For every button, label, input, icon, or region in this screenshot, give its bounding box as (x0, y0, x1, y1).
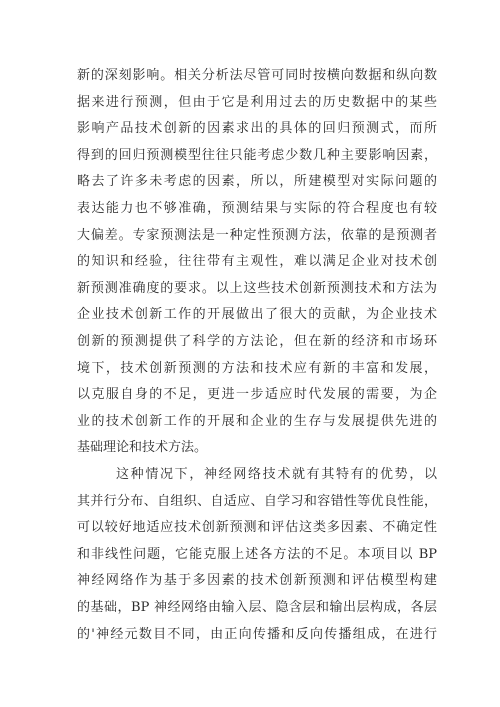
text-line: 影响产品技术创新的因素求出的具体的回归预测式，而所 (77, 121, 437, 137)
text-line: 企业技术创新工作的开展做出了很大的贡献，为企业技术 (77, 307, 437, 323)
text-line: 新预测准确度的要求。以上这些技术创新预测技术和方法为 (77, 280, 437, 296)
text-line: 境下，技术创新预测的方法和技术应有新的丰富和发展， (77, 360, 437, 376)
text-line: 新的深刻影响。相关分析法尽管可同时按横向数据和纵向数 (77, 68, 437, 83)
text-line: 据来进行预测，但由于它是利用过去的历史数据中的某些 (77, 94, 437, 110)
body-paragraph-2 (77, 462, 437, 648)
text-line: 神经网络作为基于多因素的技术创新预测和评估模型构建 (77, 573, 437, 589)
text-line: 表达能力也不够准确，预测结果与实际的符合程度也有较 (77, 200, 437, 216)
text-line: 以克服自身的不足，更进一步适应时代发展的需要，为企 (77, 387, 437, 403)
text-line: 的基础，BP 神经网络由输入层、隐含层和输出层构成，各层 (77, 599, 437, 615)
text-line: 和非线性问题，它能克服上述各方法的不足。本项目以 BP (77, 546, 437, 562)
text-line: 创新的预测提供了科学的方法论，但在新的经济和市场环 (77, 333, 437, 349)
text-line: 其并行分布、自组织、自适应、自学习和容错性等优良性能， (77, 493, 437, 509)
text-line: 这种情况下，神经网络技术就有其特有的优势，以 (116, 467, 437, 482)
text-line: 基础理论和技术方法。 (77, 440, 208, 456)
text-line: 得到的回归预测模型往往只能考虑少数几种主要影响因素， (77, 147, 437, 163)
text-line: 的知识和经验，往往带有主观性，难以满足企业对技术创 (77, 254, 437, 270)
text-line: 略去了许多未考虑的因素，所以，所建模型对实际问题的 (77, 174, 437, 190)
text-line: 可以较好地适应技术创新预测和评估这类多因素、不确定性 (77, 520, 437, 536)
body-paragraph-1 (77, 63, 437, 462)
text-line: 大偏差。专家预测法是一种定性预测方法，依靠的是预测者 (77, 227, 437, 243)
text-line: 业的技术创新工作的开展和企业的生存与发展提供先进的 (77, 413, 437, 429)
text-line: 的'神经元数目不同，由正向传播和反向传播组成，在进行 (77, 626, 437, 642)
